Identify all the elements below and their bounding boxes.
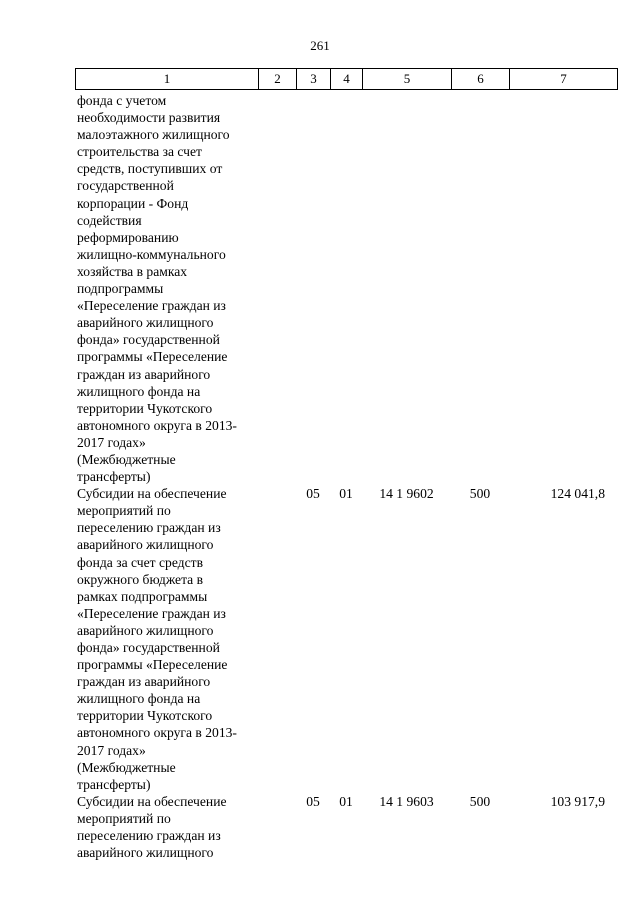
description-line: аварийного жилищного — [77, 537, 214, 553]
description-line: переселению граждан из — [77, 828, 221, 844]
target-article-code: 14 1 9603 — [379, 793, 434, 809]
budget-table — [75, 92, 607, 861]
description-line: Субсидии на обеспечение — [77, 793, 227, 809]
expense-type-code — [451, 92, 509, 485]
table-row — [75, 793, 607, 861]
expense-type-code: 500 — [469, 793, 491, 809]
expense-type-code: 500 — [469, 486, 491, 502]
row-description — [75, 92, 258, 485]
col-2-value — [258, 793, 296, 861]
description-line: малоэтажного жилищного — [77, 127, 230, 143]
description-line: переселению граждан из — [77, 520, 221, 536]
subsection-code — [330, 92, 362, 485]
description-line: окружного бюджета в — [77, 571, 204, 587]
description-line: аварийного жилищного — [77, 622, 214, 638]
description-line: аварийного жилищного — [77, 845, 214, 861]
description-line: «Переселение граждан из — [77, 298, 226, 314]
description-line: жилищного фонда на — [77, 383, 201, 399]
header-col-4: 4 — [331, 69, 363, 90]
description-line: корпорации - Фонд — [77, 195, 189, 211]
table-row — [75, 485, 607, 793]
description-line: строительства за счет — [77, 144, 202, 160]
section-code: 05 — [306, 486, 320, 502]
table-row — [75, 92, 607, 485]
header-col-1: 1 — [76, 69, 259, 90]
description-line: государственной — [77, 178, 174, 194]
description-line: рамках подпрограммы — [77, 588, 208, 604]
description-line: «Переселение граждан из — [77, 605, 226, 621]
description-line: мероприятий по — [77, 810, 171, 826]
description-line: 2017 годах» — [77, 434, 146, 450]
description-line: жилищно-коммунального — [77, 246, 226, 262]
description-line: фонда» государственной — [77, 332, 220, 348]
description-line: фонда» государственной — [77, 640, 220, 655]
section-code: 05 — [306, 793, 320, 809]
description-line: территории Чукотского — [77, 708, 213, 724]
description-line: (Межбюджетные — [77, 759, 176, 775]
description-line: программы «Переселение — [77, 657, 228, 673]
header-col-5: 5 — [363, 69, 452, 90]
col-2-value — [258, 485, 296, 793]
description-line: программы «Переселение — [77, 349, 228, 365]
page-number: 261 — [310, 38, 330, 53]
description-line: мероприятий по — [77, 503, 171, 519]
section-code — [296, 92, 330, 485]
description-line: Субсидии на обеспечение — [77, 486, 227, 502]
amount-value: 124 041,8 — [550, 486, 605, 502]
subsection-code: 01 — [339, 486, 353, 502]
table-header — [75, 68, 618, 90]
description-line: необходимости развития — [77, 110, 221, 126]
header-col-2: 2 — [259, 69, 297, 90]
col-2-value — [258, 92, 296, 485]
row-description — [75, 485, 258, 793]
amount-value — [509, 92, 607, 485]
amount-value: 103 917,9 — [550, 793, 605, 809]
description-line: фонда с учетом — [77, 93, 167, 108]
description-line: содействия — [77, 212, 142, 228]
target-article-code — [362, 92, 451, 485]
description-line: автономного округа в 2013- — [77, 725, 237, 741]
description-line: жилищного фонда на — [77, 691, 201, 707]
subsection-code: 01 — [339, 793, 353, 809]
description-line: трансферты) — [77, 776, 151, 792]
description-line: аварийного жилищного — [77, 315, 214, 331]
description-line: фонда за счет средств — [77, 554, 203, 570]
description-line: подпрограммы — [77, 281, 164, 297]
description-line: граждан из аварийного — [77, 674, 211, 690]
description-line: средств, поступивших от — [77, 161, 223, 177]
row-description — [75, 793, 258, 861]
description-line: трансферты) — [77, 469, 151, 485]
description-line: 2017 годах» — [77, 742, 146, 758]
header-col-3: 3 — [297, 69, 331, 90]
description-line: граждан из аварийного — [77, 366, 211, 382]
description-line: территории Чукотского — [77, 400, 213, 416]
description-line: автономного округа в 2013- — [77, 417, 237, 433]
header-col-6: 6 — [452, 69, 510, 90]
description-line: хозяйства в рамках — [77, 263, 188, 279]
description-line: (Межбюджетные — [77, 451, 176, 467]
target-article-code: 14 1 9602 — [379, 486, 434, 502]
header-col-7: 7 — [510, 69, 618, 90]
description-line: реформированию — [77, 229, 179, 245]
